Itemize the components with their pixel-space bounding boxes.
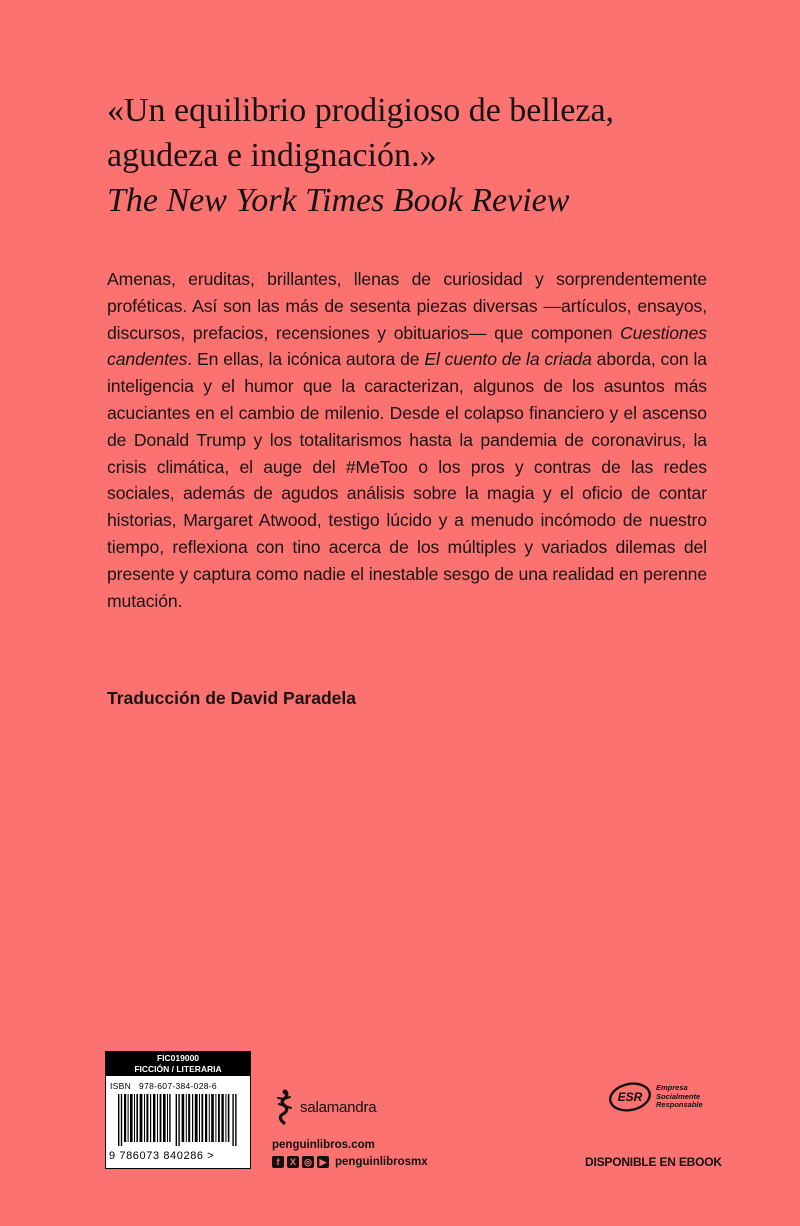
blurb-part-3: aborda, con la inteligencia y el humor que la caracterizan, algunos de los asuntos más acuciantes en el cambio de milenio. Desde el colapso financiero y el ascenso de Donald Trump y los totalitarismos hasta la pandemia de coronavirus, la crisis climática, el auge del #MeToo o los pros y contras de las redes sociales, además de agudos análisis sobre la magia y el oficio de contar historias, Margaret Atwood, testigo lúcido y a menudo incómodo de nuestro tiempo, reflexiona con tino acerca de los múltiples y variados dilemas del presente y captura como nadie el inestable sesgo de una realidad en perenne mutación. xyxy=(107,349,707,611)
isbn-line xyxy=(106,1076,250,1091)
salamander-icon xyxy=(272,1089,294,1125)
publisher-website[interactable]: penguinlibros.com xyxy=(272,1139,375,1151)
youtube-icon[interactable]: ▶ xyxy=(317,1156,329,1168)
blurb-part-1: Amenas, eruditas, brillantes, llenas de curiosidad y sorprendentemente proféticas. Así son las más de sesenta piezas diversas —artículos, ensayos, discursos, prefacios, recensiones y obituarios— que componen xyxy=(107,269,707,343)
barcode-icon xyxy=(118,1094,238,1146)
esr-line-1: Empresa xyxy=(656,1083,688,1093)
previous-book-title: El cuento de la criada xyxy=(424,349,592,370)
book-title: Cuestiones candentes xyxy=(107,322,707,370)
quote-line-1: «Un equilibrio prodigioso de belleza, xyxy=(107,92,615,129)
book-blurb xyxy=(107,266,707,614)
instagram-icon[interactable]: ◎ xyxy=(302,1156,314,1168)
quote-line-2: agudeza e indignación.» xyxy=(107,137,437,174)
bisac-category: FICCIÓN / LITERARIA xyxy=(134,1064,222,1074)
esr-line-2: Socialmente xyxy=(656,1091,701,1101)
esr-badge xyxy=(608,1081,703,1113)
esr-label xyxy=(656,1084,703,1110)
isbn-number: 978-607-384-028-6 xyxy=(139,1081,217,1091)
esr-logo-text: ESR xyxy=(617,1090,643,1104)
x-icon[interactable]: X xyxy=(287,1156,299,1168)
barcode-panel xyxy=(105,1051,251,1169)
blurb-part-2: . En ellas, la icónica autora de xyxy=(187,349,425,370)
bisac-code: FIC019000 xyxy=(156,1053,200,1063)
social-links xyxy=(272,1156,428,1168)
translator-credit: Traducción de David Paradela xyxy=(107,688,356,708)
bisac-header xyxy=(106,1052,250,1076)
esr-logo-icon xyxy=(608,1081,652,1113)
barcode-digits: 9 786073 840286 > xyxy=(109,1150,215,1162)
quote-source: The New York Times Book Review xyxy=(107,182,570,219)
publisher-name: salamandra xyxy=(300,1098,377,1116)
facebook-icon[interactable]: f xyxy=(272,1156,284,1168)
isbn-label: ISBN xyxy=(110,1081,132,1091)
esr-line-3: Responsable xyxy=(656,1100,703,1110)
ebook-notice: DISPONIBLE EN EBOOK xyxy=(585,1155,722,1169)
social-handle: penguinlibrosmx xyxy=(335,1156,428,1168)
review-quote xyxy=(107,88,747,223)
publisher-logo xyxy=(272,1089,376,1125)
